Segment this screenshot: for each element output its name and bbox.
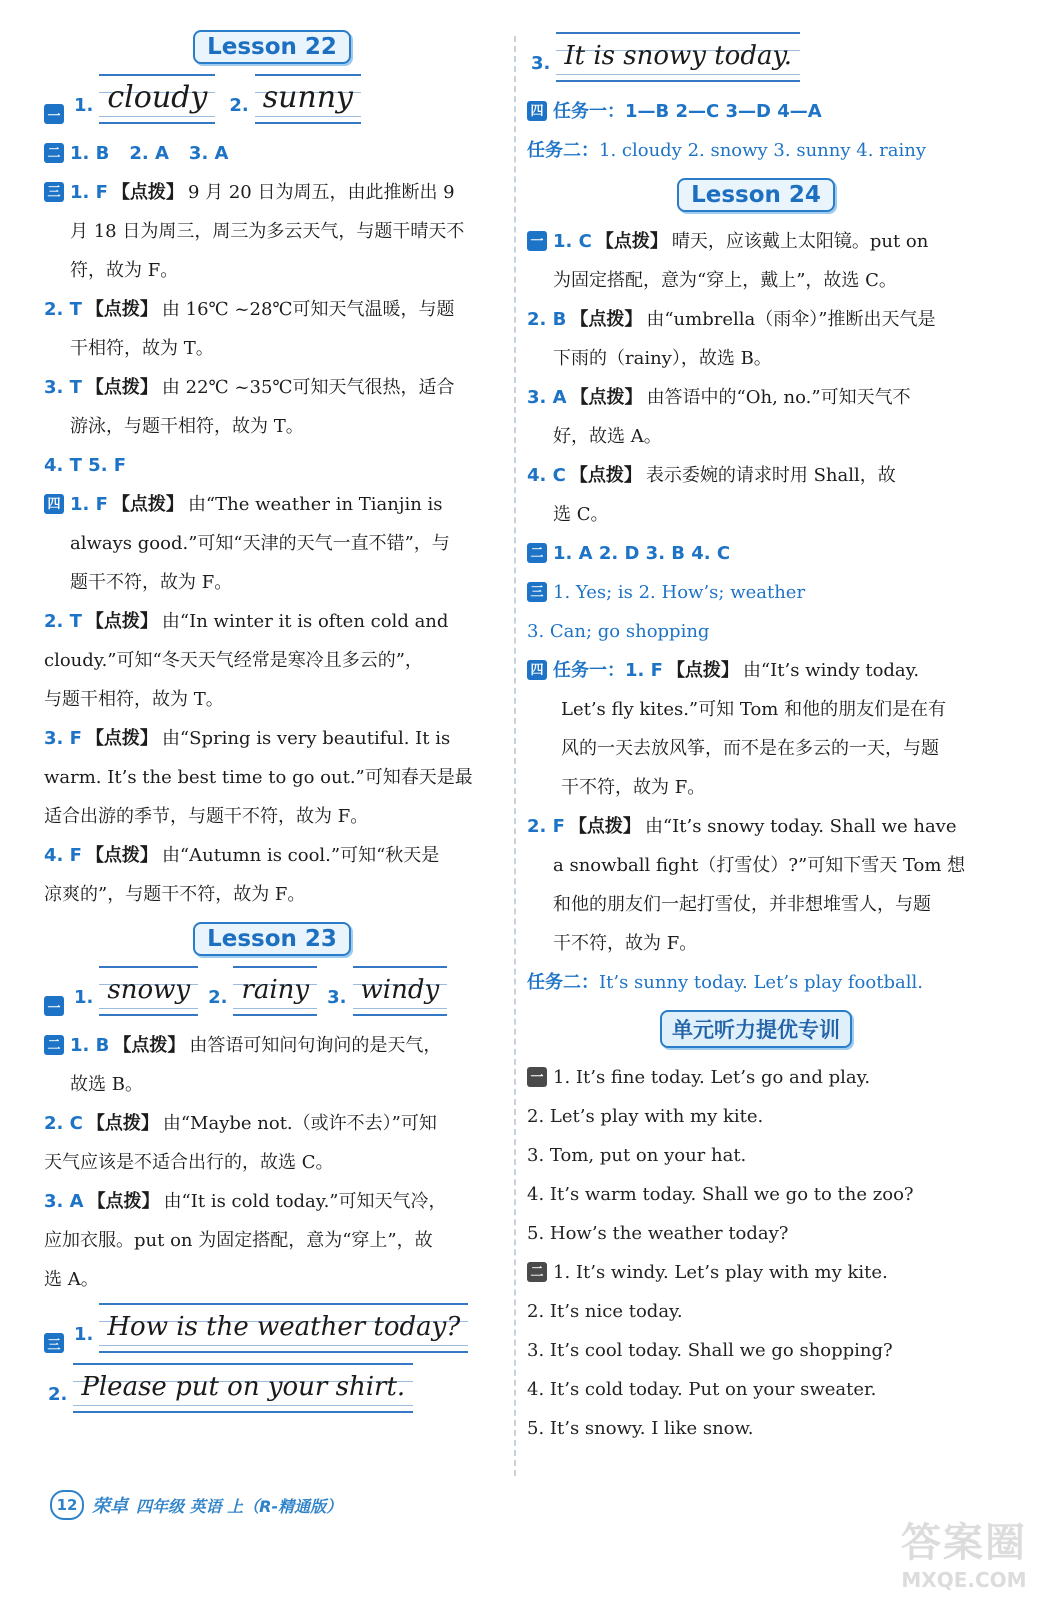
answer: 2. B [527,309,567,330]
section-1-mark: 一 [44,104,64,124]
listening-sentence: 3. Tom, put on your hat. [527,1145,747,1166]
watermark [901,1511,1027,1592]
section-3-mark: 三 [527,582,547,602]
task-label: 任务一： [553,101,625,122]
l23-section-3-s2 [44,1363,500,1413]
explanation-cont: 题干不符，故为 F。 [70,572,233,593]
explanation-cont: 天气应该是不适合出行的，故选 C。 [44,1152,334,1173]
answer: 4. F [44,845,82,866]
section-1-mark: 一 [527,231,547,251]
brand-logo: 荣卓 [92,1496,128,1517]
item-number: 1. [74,95,94,116]
tip-label: 【点拨】 [85,611,158,632]
l24-section-1-q2 [527,300,985,339]
answer: 1. F [70,182,108,203]
task-label: 任务一： [553,660,625,681]
answer: 1. B [70,143,110,164]
listening-sentence: 2. It’s nice today. [527,1301,683,1322]
answer: 2. T [44,299,82,320]
l23-section-2-q3 [44,1182,500,1221]
lesson-23-title [44,922,500,956]
l23-section-4-task2 [527,131,985,170]
answer: 1. B [70,1035,110,1056]
explanation-cont: 应加衣服。put on 为固定搭配，意为“穿上”，故 [44,1230,433,1251]
listening-sentence: 4. It’s cold today. Put on your sweater. [527,1379,877,1400]
explanation-cont: 月 18 日为周三，周三为多云天气，与题干晴天不 [70,221,465,242]
section-3-mark: 三 [44,182,64,202]
right-column [527,22,985,1448]
handwritten-answer: snowy [99,966,198,1016]
answer: 1. F [70,494,108,515]
explanation-cont: 为固定搭配，意为“穿上，戴上”，故选 C。 [553,270,897,291]
listening-sentence: 2. Let’s play with my kite. [527,1106,764,1127]
l24-section-4-task2 [527,963,985,1002]
l23-section-2-q1 [44,1026,500,1065]
section-1-mark: 一 [44,996,64,1016]
section-4-mark: 四 [44,494,64,514]
explanation: 由“The weather in Tianjin is [187,494,443,515]
column-divider [514,36,516,1476]
tip-label: 【点拨】 [595,231,668,252]
explanation: 由“umbrella（雨伞）”推断出天气是 [646,309,936,330]
answer: 1. Yes; is 2. How’s; weather [553,582,806,603]
explanation: 由“It’s windy today. [742,660,920,681]
handwritten-answer: rainy [233,966,317,1016]
tip-label: 【点拨】 [569,465,642,486]
answer: It’s sunny today. Let’s play football. [599,972,923,993]
tip-label: 【点拨】 [85,299,158,320]
explanation-cont: 适合出游的季节，与题干不符，故为 F。 [44,806,369,827]
handwritten-answer: sunny [255,74,361,124]
answer: 3. A [188,143,229,164]
explanation-cont: warm. It’s the best time to go out.”可知春天是最 [44,767,473,788]
answer: 3. Can; go shopping [527,621,710,642]
section-4-mark: 四 [527,101,547,121]
section-4-mark: 四 [527,660,547,680]
left-column [44,22,500,1423]
explanation: 表示委婉的请求时用 Shall，故 [645,465,896,486]
task-label: 任务二： [527,972,599,993]
answer: 1. F [625,660,663,681]
explanation: 由 22℃ ~35℃可知天气很热，适合 [161,377,455,398]
answer: 2. C [44,1113,83,1134]
explanation-cont: 风的一天去放风筝，而不是在多云的一天，与题 [561,738,939,759]
answer: 3. F [44,728,82,749]
explanation-cont: 干相符，故为 T。 [70,338,214,359]
l22-section-4-q4 [44,836,500,875]
l22-section-4-q3 [44,719,500,758]
explanation-cont: 故选 B。 [70,1074,143,1095]
listening-sentence: 5. How’s the weather today? [527,1223,789,1244]
section-2-mark: 二 [527,1262,547,1282]
explanation-cont: Let’s fly kites.”可知 Tom 和他的朋友们是在有 [561,699,947,720]
listening-sentence: 5. It’s snowy. I like snow. [527,1418,754,1439]
l24-section-4-q2 [527,807,985,846]
l22-section-4-q1 [44,485,500,524]
explanation: 由答语可知问句询问的是天气， [189,1035,442,1056]
answer: 4. T 5. F [44,455,127,476]
watermark-text: 答案圈 [901,1520,1027,1566]
item-number: 2. [48,1384,68,1405]
handwritten-sentence: How is the weather today? [99,1303,468,1353]
answer: 4. C [527,465,566,486]
l24-section-4-q1 [527,651,985,690]
tip-label: 【点拨】 [85,728,158,749]
tip-label: 【点拨】 [111,182,184,203]
handwritten-sentence: Please put on your shirt. [73,1363,413,1413]
answer: 1—B 2—C 3—D 4—A [625,101,822,122]
tip-label: 【点拨】 [570,387,643,408]
explanation-cont: 和他的朋友们一起打雪仗，并非想堆雪人，与题 [553,894,931,915]
listening-title [527,1010,985,1048]
listening-sec1-item [527,1058,985,1097]
answer: 3. A [527,387,567,408]
handwritten-answer: cloudy [99,74,215,124]
tip-label: 【点拨】 [85,377,158,398]
lesson-22-title [44,30,500,64]
l22-section-1 [44,74,500,124]
listening-sentence: 1. It’s windy. Let’s play with my kite. [553,1262,888,1283]
explanation-cont: 游泳，与题干相符，故为 T。 [70,416,304,437]
explanation-cont: cloudy.”可知“冬天天气经常是寒冷且多云的”， [44,650,423,671]
l24-section-1-q4 [527,456,985,495]
explanation-cont: 好，故选 A。 [553,426,662,447]
explanation: 由“It is cold today.”可知天气冷， [163,1191,447,1212]
answer: 2. F [527,816,565,837]
tip-label: 【点拨】 [570,309,643,330]
tip-label: 【点拨】 [87,1191,160,1212]
answer: 1. A 2. D 3. B 4. C [553,543,731,564]
explanation-cont: 选 A。 [44,1269,99,1290]
explanation: 由 16℃ ~28℃可知天气温暖，与题 [161,299,455,320]
section-2-mark: 二 [527,543,547,563]
l23-section-4-task1 [527,92,985,131]
l23-section-1 [44,966,500,1016]
explanation-cont: a snowball fight（打雪仗）?”可知下雪天 Tom 想 [553,855,966,876]
listening-sentence: 4. It’s warm today. Shall we go to the zoo? [527,1184,914,1205]
tip-label: 【点拨】 [111,494,184,515]
explanation-cont: 下雨的（rainy），故选 B。 [553,348,772,369]
l23-section-3-s3 [527,32,985,82]
explanation-cont: 凉爽的”，与题干不符，故为 F。 [44,884,306,905]
section-2-mark: 二 [44,1035,64,1055]
explanation: 由“Spring is very beautiful. It is [161,728,451,749]
l22-section-3-q45 [44,446,500,485]
handwritten-answer: windy [353,966,448,1016]
section-1-mark: 一 [527,1067,547,1087]
explanation: 由“It’s snowy today. Shall we have [644,816,957,837]
l23-section-3-s1 [44,1303,500,1353]
listening-sentence: 3. It’s cool today. Shall we go shopping? [527,1340,893,1361]
task-label: 任务二： [527,140,599,161]
explanation-cont: 符，故为 F。 [70,260,179,281]
explanation: 由“In winter it is often cold and [161,611,449,632]
listening-title-text: 单元听力提优专训 [660,1010,852,1048]
section-3-mark: 三 [44,1333,64,1353]
l24-section-3-line1 [527,573,985,612]
page-footer [50,1490,342,1520]
answer: 2. T [44,611,82,632]
explanation: 由“Maybe not.（或许不去）”可知 [162,1113,437,1134]
answer: 2. A [129,143,169,164]
answer: 1. cloudy 2. snowy 3. sunny 4. rainy [599,140,926,161]
item-number: 3. [327,987,347,1008]
explanation-cont: always good.”可知“天津的天气一直不错”，与 [70,533,450,554]
l24-section-3-line2 [527,612,985,651]
lesson-24-title [527,178,985,212]
item-number: 2. [229,95,249,116]
l22-section-3-q3 [44,368,500,407]
tip-label: 【点拨】 [113,1035,186,1056]
answer: 3. A [44,1191,84,1212]
l22-section-2 [44,134,500,173]
explanation-cont: 干不符，故为 F。 [553,933,698,954]
l22-section-4-q2 [44,602,500,641]
tip-label: 【点拨】 [666,660,739,681]
listening-sentence: 1. It’s fine today. Let’s go and play. [553,1067,871,1088]
explanation: 晴天，应该戴上太阳镜。put on [671,231,929,252]
listening-sec2-item [527,1253,985,1292]
section-2-mark: 二 [44,143,64,163]
page-number: 12 [50,1490,84,1520]
item-number: 1. [74,1324,94,1345]
explanation-cont: 选 C。 [553,504,609,525]
tip-label: 【点拨】 [568,816,641,837]
book-series: 四年级 英语 上（R-精通版） [136,1496,343,1516]
item-number: 2. [208,987,228,1008]
l24-section-2 [527,534,985,573]
lesson-24-title-text: Lesson 24 [677,178,835,212]
answer: 3. T [44,377,82,398]
l24-section-1-q3 [527,378,985,417]
explanation: 9 月 20 日为周五，由此推断出 9 [187,182,455,203]
item-number: 3. [531,53,551,74]
l22-section-3-q2 [44,290,500,329]
item-number: 1. [74,987,94,1008]
handwritten-sentence: It is snowy today. [556,32,800,82]
watermark-url: MXQE.COM [901,1568,1027,1592]
lesson-22-title-text: Lesson 22 [193,30,351,64]
lesson-23-title-text: Lesson 23 [193,922,351,956]
l24-section-1-q1 [527,222,985,261]
explanation: 由“Autumn is cool.”可知“秋天是 [161,845,440,866]
l23-section-2-q2 [44,1104,500,1143]
tip-label: 【点拨】 [85,845,158,866]
explanation-cont: 干不符，故为 F。 [561,777,706,798]
explanation-cont: 与题干相符，故为 T。 [44,689,224,710]
explanation: 由答语中的“Oh, no.”可知天气不 [646,387,911,408]
answer: 1. C [553,231,592,252]
tip-label: 【点拨】 [86,1113,159,1134]
l22-section-3-q1 [44,173,500,212]
